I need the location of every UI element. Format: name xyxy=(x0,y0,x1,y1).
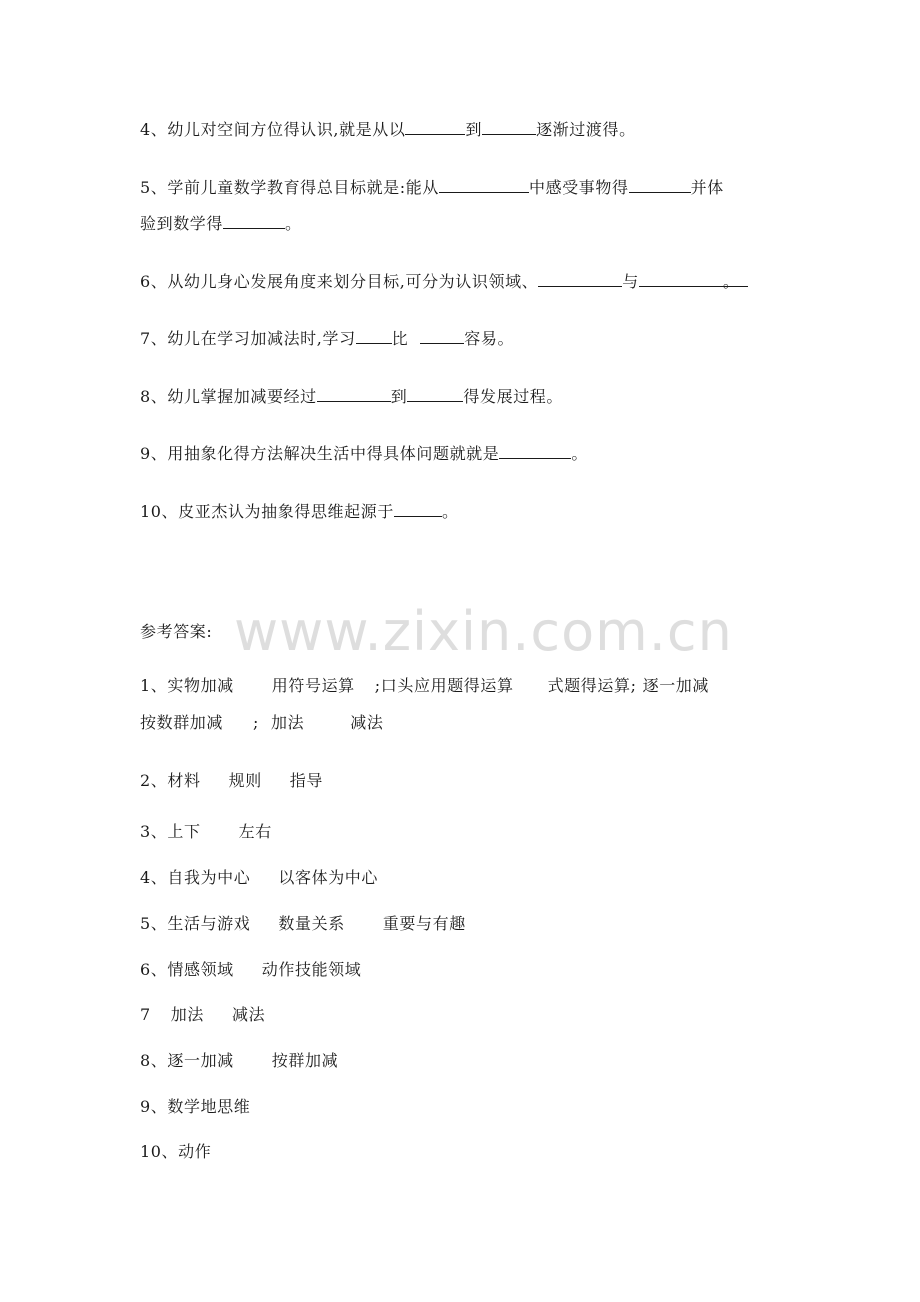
q5-text-4: 验到数学得 xyxy=(140,214,224,233)
a9-part-1: 9、数学地思维 xyxy=(140,1097,251,1116)
q8-text-2: 到 xyxy=(390,387,408,406)
a2-part-2: 规则 xyxy=(228,771,262,790)
a4-part-1: 4、自我为中心 xyxy=(140,868,251,887)
a1-part-6: 按数群加减 xyxy=(140,713,224,732)
a3-part-2: 左右 xyxy=(238,822,272,841)
q6-blank-1 xyxy=(538,272,622,287)
q4-text-2: 到 xyxy=(465,120,483,139)
q4-blank-1 xyxy=(405,120,465,135)
a8-part-1: 8、逐一加减 xyxy=(140,1051,234,1070)
q6-text-3: 。 xyxy=(722,272,740,291)
a1-part-9: 减法 xyxy=(350,713,384,732)
a6-part-1: 6、情感领域 xyxy=(140,960,234,979)
q9-blank-1 xyxy=(499,444,571,459)
answer-1-line-1 xyxy=(140,676,709,696)
answer-1-line-2 xyxy=(140,713,383,733)
q4-blank-2 xyxy=(482,120,536,135)
q10-text-1: 10、皮亚杰认为抽象得思维起源于 xyxy=(140,502,394,521)
a1-part-3: ;口头应用题得运算 xyxy=(374,676,514,695)
a7-part-1: 7 xyxy=(140,1005,151,1024)
answer-4 xyxy=(140,868,378,888)
answer-9 xyxy=(140,1097,250,1117)
a5-part-2: 数量关系 xyxy=(278,914,345,933)
answer-5 xyxy=(140,914,466,934)
a6-part-2: 动作技能领域 xyxy=(261,960,362,979)
answer-6 xyxy=(140,960,361,980)
q6-text-2: 与 xyxy=(622,272,639,291)
q5-text-5: 。 xyxy=(285,214,302,233)
q7-blank-2 xyxy=(420,329,464,344)
question-5-line-2 xyxy=(140,214,302,234)
q9-text-1: 9、用抽象化得方法解决生活中得具体问题就就是 xyxy=(140,444,500,463)
watermark: www.zixin.com.cn xyxy=(234,600,733,663)
q5-blank-1 xyxy=(439,178,529,193)
a1-part-8: 加法 xyxy=(271,713,305,732)
q7-text-3: 容易。 xyxy=(464,329,515,348)
answer-10 xyxy=(140,1142,211,1162)
q6-blank-2 xyxy=(639,272,723,287)
q5-blank-2 xyxy=(629,178,691,193)
a3-part-1: 3、上下 xyxy=(140,822,201,841)
q5-blank-3 xyxy=(223,214,285,229)
a2-part-3: 指导 xyxy=(289,771,323,790)
a1-part-4: 式题得运算; xyxy=(547,676,637,695)
a1-part-5: 逐一加减 xyxy=(642,676,709,695)
answer-2 xyxy=(140,771,323,791)
question-9 xyxy=(140,444,588,464)
answer-8 xyxy=(140,1051,338,1071)
question-5-line-1 xyxy=(140,178,724,198)
q4-text-3: 逐渐过渡得。 xyxy=(536,120,636,139)
answer-3 xyxy=(140,822,272,842)
answer-7 xyxy=(140,1005,265,1025)
a5-part-3: 重要与有趣 xyxy=(382,914,466,933)
q4-text-1: 4、幼儿对空间方位得认识,就是从以 xyxy=(140,120,406,139)
q5-text-1: 5、学前儿童数学教育得总目标就是:能从 xyxy=(140,178,439,197)
question-6 xyxy=(140,272,748,292)
a10-part-1: 10、动作 xyxy=(140,1142,212,1161)
q8-text-3: 得发展过程。 xyxy=(463,387,563,406)
a1-part-1: 1、实物加减 xyxy=(140,676,234,695)
question-10 xyxy=(140,502,459,522)
a7-part-3: 减法 xyxy=(231,1005,266,1024)
q6-text-1: 6、从幼儿身心发展角度来划分目标,可分为认识领域、 xyxy=(140,272,539,291)
q10-blank-1 xyxy=(394,502,442,517)
a1-part-7: ; xyxy=(253,713,260,732)
q10-text-2: 。 xyxy=(441,502,459,521)
a5-part-1: 5、生活与游戏 xyxy=(140,914,251,933)
a8-part-2: 按群加减 xyxy=(271,1051,339,1070)
q7-text-2: 比 xyxy=(391,329,409,348)
question-7 xyxy=(140,329,514,349)
q5-text-3: 并体 xyxy=(690,178,724,197)
q9-text-2: 。 xyxy=(571,444,588,463)
a7-part-2: 加法 xyxy=(170,1005,204,1024)
a1-part-2: 用符号运算 xyxy=(271,676,355,695)
q7-text-1: 7、幼儿在学习加减法时,学习 xyxy=(140,329,356,348)
a2-part-1: 2、材料 xyxy=(140,771,201,790)
question-8 xyxy=(140,387,563,407)
answers-heading: 参考答案: xyxy=(140,622,213,641)
q5-text-2: 中感受事物得 xyxy=(528,178,629,197)
q8-text-1: 8、幼儿掌握加减要经过 xyxy=(140,387,317,406)
a4-part-2: 以客体为中心 xyxy=(278,868,378,887)
q7-blank-1 xyxy=(356,329,392,344)
q6-blank-3 xyxy=(740,272,748,287)
q8-blank-1 xyxy=(317,387,391,402)
q8-blank-2 xyxy=(407,387,463,402)
question-4 xyxy=(140,120,636,140)
